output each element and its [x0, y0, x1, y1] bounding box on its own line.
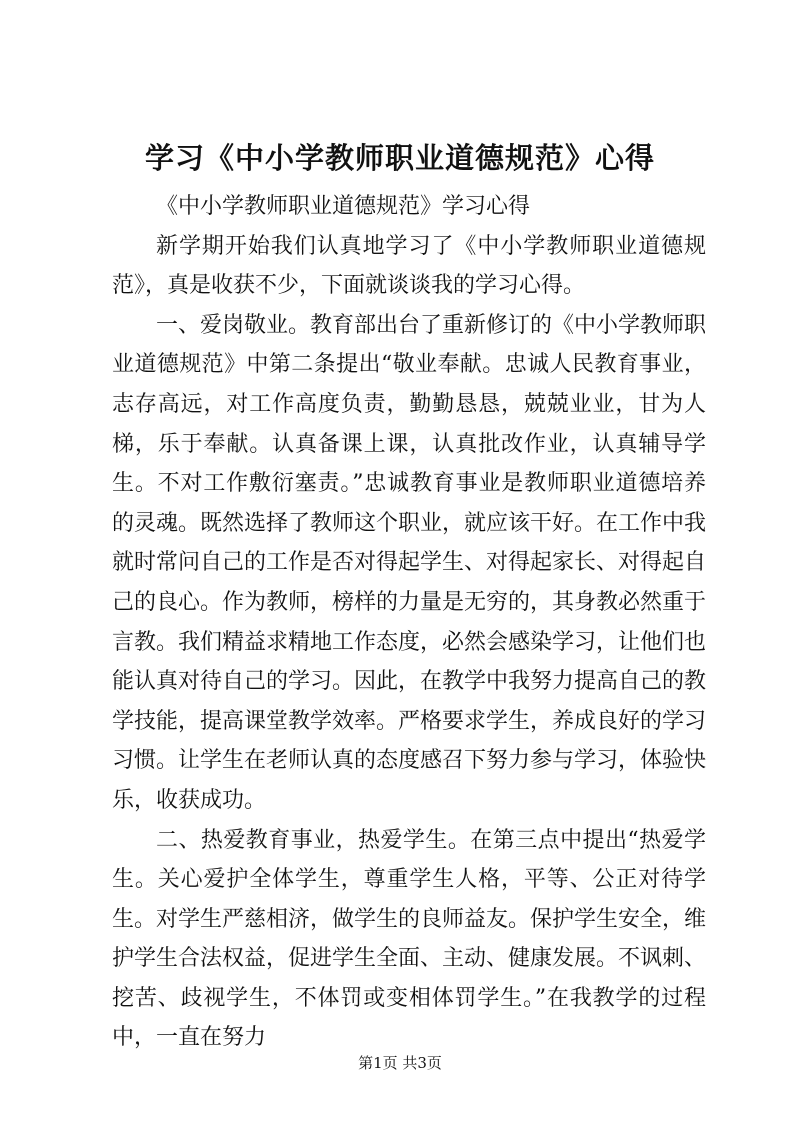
intro-paragraph: 新学期开始我们认真地学习了《中小学教师职业道德规范》，真是收获不少，下面就谈谈我的学习心得。 — [112, 233, 706, 299]
subtitle-paragraph: 《中小学教师职业道德规范》学习心得 — [156, 194, 531, 219]
document-title: 学习《中小学教师职业道德规范》心得 — [144, 141, 655, 175]
page-footer: 第1页 共3页 — [358, 1054, 442, 1072]
section-one-paragraph: 一、爱岗敬业。教育部出台了重新修订的《中小学教师职业道德规范》中第二条提出“敬业奉献。忠诚人民教育事业，志存高远，对工作高度负责，勤勤恳恳，兢兢业业，甘为人梯，乐于奉献。认真备课上课，认真批改作业，认真辅导学生。不对工作敷衍塞责。”忠诚教育事业是教师职业道德培养的灵魂。既然选择了教师这个职业，就应该干好。在工作中我就时常问自己的工作是否对得起学生、对得起家长、对得起自己的良心。作为教师，榜样的力量是无穷的，其身教必然重于言教。我们精益求精地工作态度，必然会感染学习，让他们也能认真对待自己的学习。因此，在教学中我努力提高自己的教学技能，提高课堂教学效率。严格要求学生，养成良好的学习习惯。让学生在老师认真的态度感召下努力参与学习，体验快乐，收获成功。 — [112, 312, 707, 813]
section-two-paragraph: 二、热爱教育事业，热爱学生。在第三点中提出“热爱学生。关心爱护全体学生，尊重学生人格，平等、公正对待学生。对学生严慈相济，做学生的良师益友。保护学生安全，维护学生合法权益，促进学生全面、主动、健康发展。不讽刺、挖苦、歧视学生，不体罚或变相体罚学生。”在我教学的过程中，一直在努力 — [112, 827, 707, 1051]
document-body — [112, 187, 706, 1058]
